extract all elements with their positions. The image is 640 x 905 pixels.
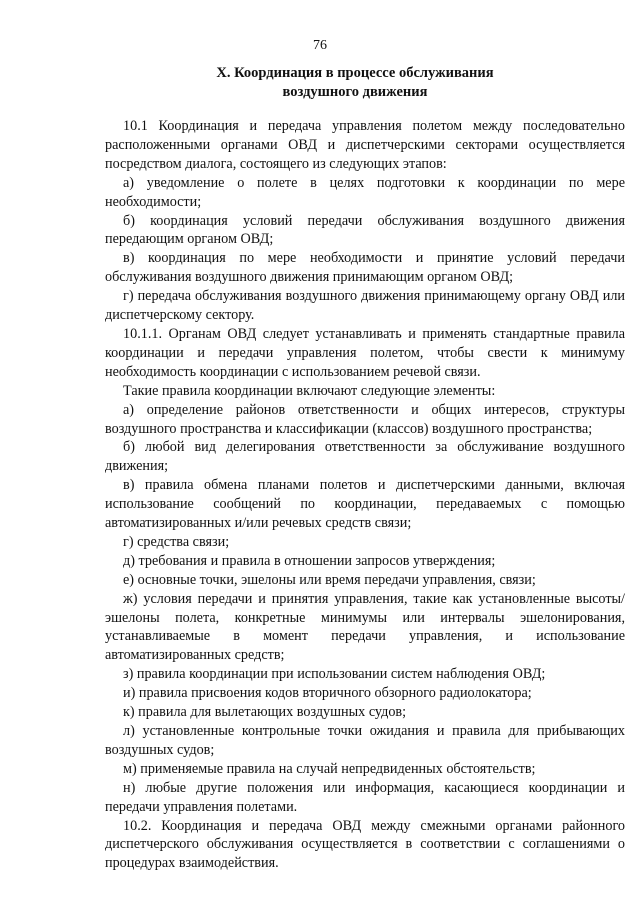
rules-item-zh: ж) условия передачи и принятия управления, такие как установленные высоты/эшелоны полета, конкретные минимумы или интервалы эшелонирования, устанавливаемые в момент передачи управления, и использование автоматизированных средств;	[105, 590, 625, 664]
rules-item-v: в) правила обмена планами полетов и диспетчерскими данными, включая использование сообщений по координации, передаваемых с помощью автоматизированных и/или речевых средств связи;	[105, 477, 625, 532]
section-heading-line-2: воздушного движения	[282, 84, 428, 100]
document-body	[105, 117, 625, 873]
rules-item-m: м) применяемые правила на случай непредвиденных обстоятельств;	[123, 760, 536, 777]
rules-item-d: д) требования и правила в отношении запросов утверждения;	[123, 552, 496, 569]
list-item-v: в) координация по мере необходимости и принятие условий передачи обслуживания воздушного движения принимающим органом ОВД;	[105, 250, 625, 286]
rules-item-e: е) основные точки, эшелоны или время передачи управления, связи;	[123, 571, 536, 588]
section-heading	[105, 64, 605, 102]
rules-item-g: г) средства связи;	[123, 533, 230, 550]
rules-item-n: н) любые другие положения или информация, касающиеся координации и передачи управления полетами.	[105, 779, 625, 815]
section-heading-line-1: X. Координация в процессе обслуживания	[216, 65, 494, 81]
paragraph-10-1-1: 10.1.1. Органам ОВД следует устанавливать и применять стандартные правила координации и передачи управления полетом, чтобы свести к минимуму необходимость координации с использованием речевой связи.	[105, 325, 625, 380]
paragraph-10-1: 10.1 Координация и передача управления полетом между последовательно расположенными органами ОВД и диспетчерскими секторами осуществляется посредством диалога, состоящего из следующих этапов:	[105, 118, 625, 172]
rules-item-a: а) определение районов ответственности и общих интересов, структуры воздушного пространства и классификации (классов) воздушного пространства;	[105, 401, 625, 437]
list-item-b: б) координация условий передачи обслуживания воздушного движения передающим органом ОВД;	[105, 212, 625, 248]
paragraph-rules-intro: Такие правила координации включают следующие элементы:	[123, 382, 496, 399]
rules-item-i: и) правила присвоения кодов вторичного обзорного радиолокатора;	[123, 685, 532, 702]
rules-item-z: з) правила координации при использовании систем наблюдения ОВД;	[123, 666, 546, 683]
rules-item-k: к) правила для вылетающих воздушных судов;	[123, 704, 407, 721]
rules-item-l: л) установленные контрольные точки ожидания и правила для прибывающих воздушных судов;	[105, 723, 625, 758]
paragraph-10-2: 10.2. Координация и передача ОВД между смежными органами районного диспетчерского обслуживания осуществляется в соответствии с соглашениями о процедурах взаимодействия.	[105, 817, 625, 872]
list-item-a: а) уведомление о полете в целях подготовки к координации по мере необходимости;	[105, 174, 625, 210]
rules-item-b: б) любой вид делегирования ответственности за обслуживание воздушного движения;	[105, 439, 625, 475]
page-number: 76	[313, 38, 327, 53]
list-item-g: г) передача обслуживания воздушного движения принимающему органу ОВД или диспетчерскому сектору.	[105, 288, 625, 324]
